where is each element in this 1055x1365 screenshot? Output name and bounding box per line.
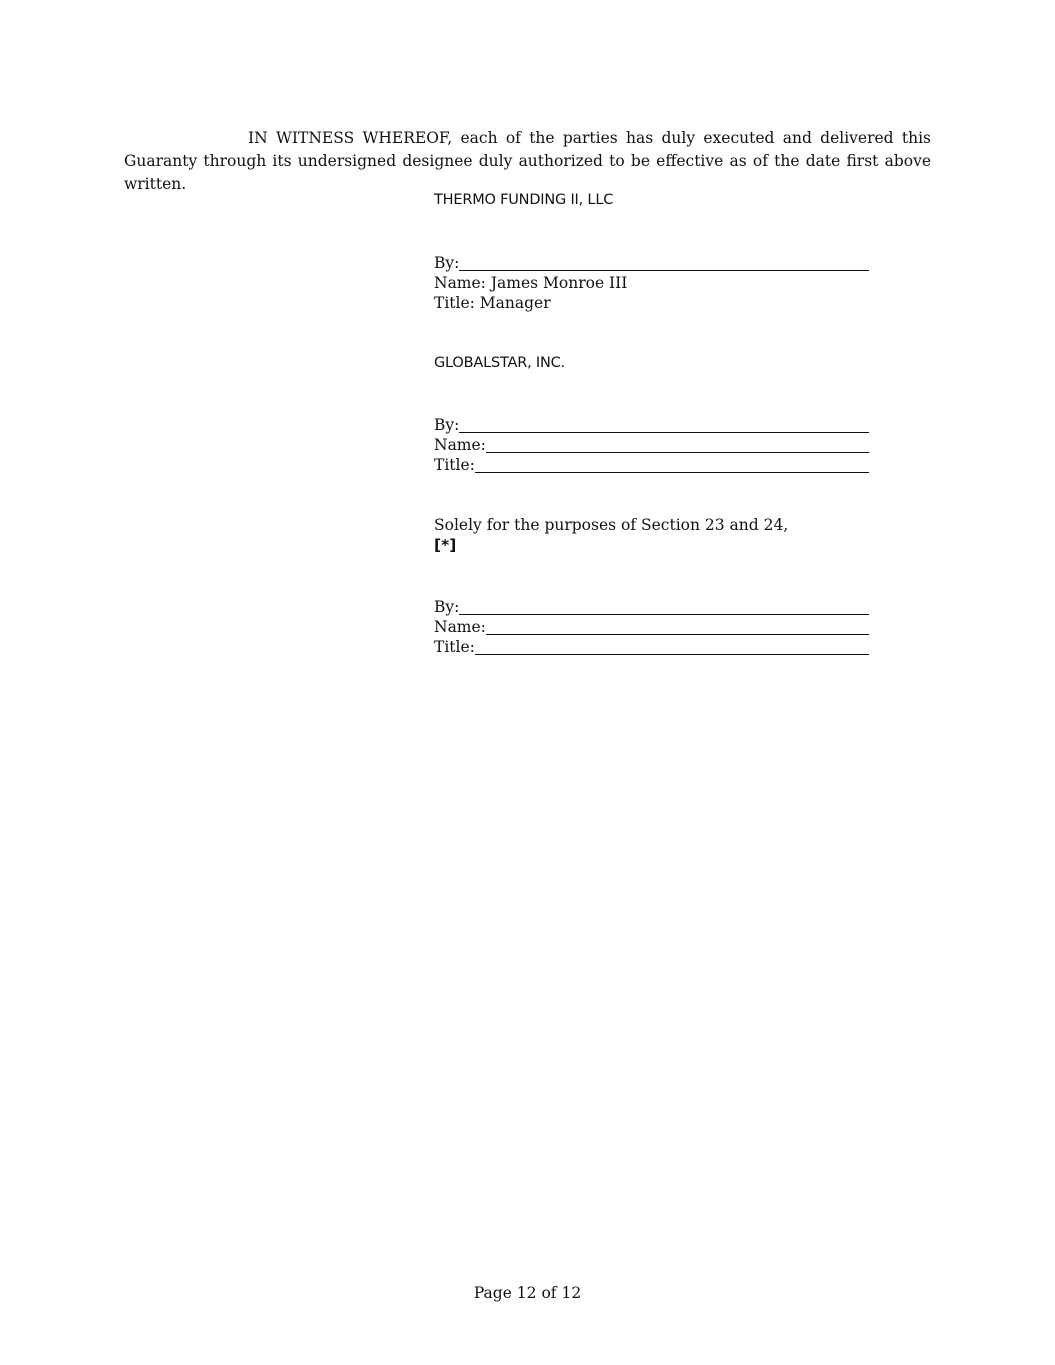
signature-rule	[459, 417, 869, 433]
signature-line-name	[434, 435, 869, 455]
signature-line-title	[434, 455, 869, 475]
signatory-name: Name: James Monroe III	[434, 274, 628, 292]
page-number: Page 12 of 12	[473, 1284, 582, 1302]
entity-name-thermo: THERMO FUNDING II, LLC	[434, 192, 614, 208]
signature-line-by	[434, 253, 869, 273]
title-rule	[475, 639, 869, 655]
by-label: By:	[434, 254, 460, 272]
entity-placeholder: [*]	[434, 536, 457, 554]
title-label: Title:	[434, 456, 475, 474]
signature-rule	[459, 255, 869, 271]
signature-line-name	[434, 617, 869, 637]
witness-text: IN WITNESS WHEREOF, each of the parties has duly executed and delivered this Guaranty through its undersigned designee duly authorized to be effective as of the date first above written.	[124, 129, 931, 193]
name-label: Name:	[434, 618, 486, 636]
signature-line-by	[434, 415, 869, 435]
section-purpose-text: Solely for the purposes of Section 23 and 24,	[434, 516, 789, 534]
signature-line-by	[434, 597, 869, 617]
witness-paragraph	[124, 127, 931, 196]
signatory-title: Title: Manager	[434, 294, 551, 312]
signature-line-title	[434, 637, 869, 657]
entity-name-globalstar: GLOBALSTAR, INC.	[434, 355, 565, 371]
title-rule	[475, 457, 869, 473]
name-rule	[486, 437, 869, 453]
by-label: By:	[434, 598, 460, 616]
by-label: By:	[434, 416, 460, 434]
name-label: Name:	[434, 436, 486, 454]
name-rule	[486, 619, 869, 635]
signature-rule	[459, 599, 869, 615]
title-label: Title:	[434, 638, 475, 656]
